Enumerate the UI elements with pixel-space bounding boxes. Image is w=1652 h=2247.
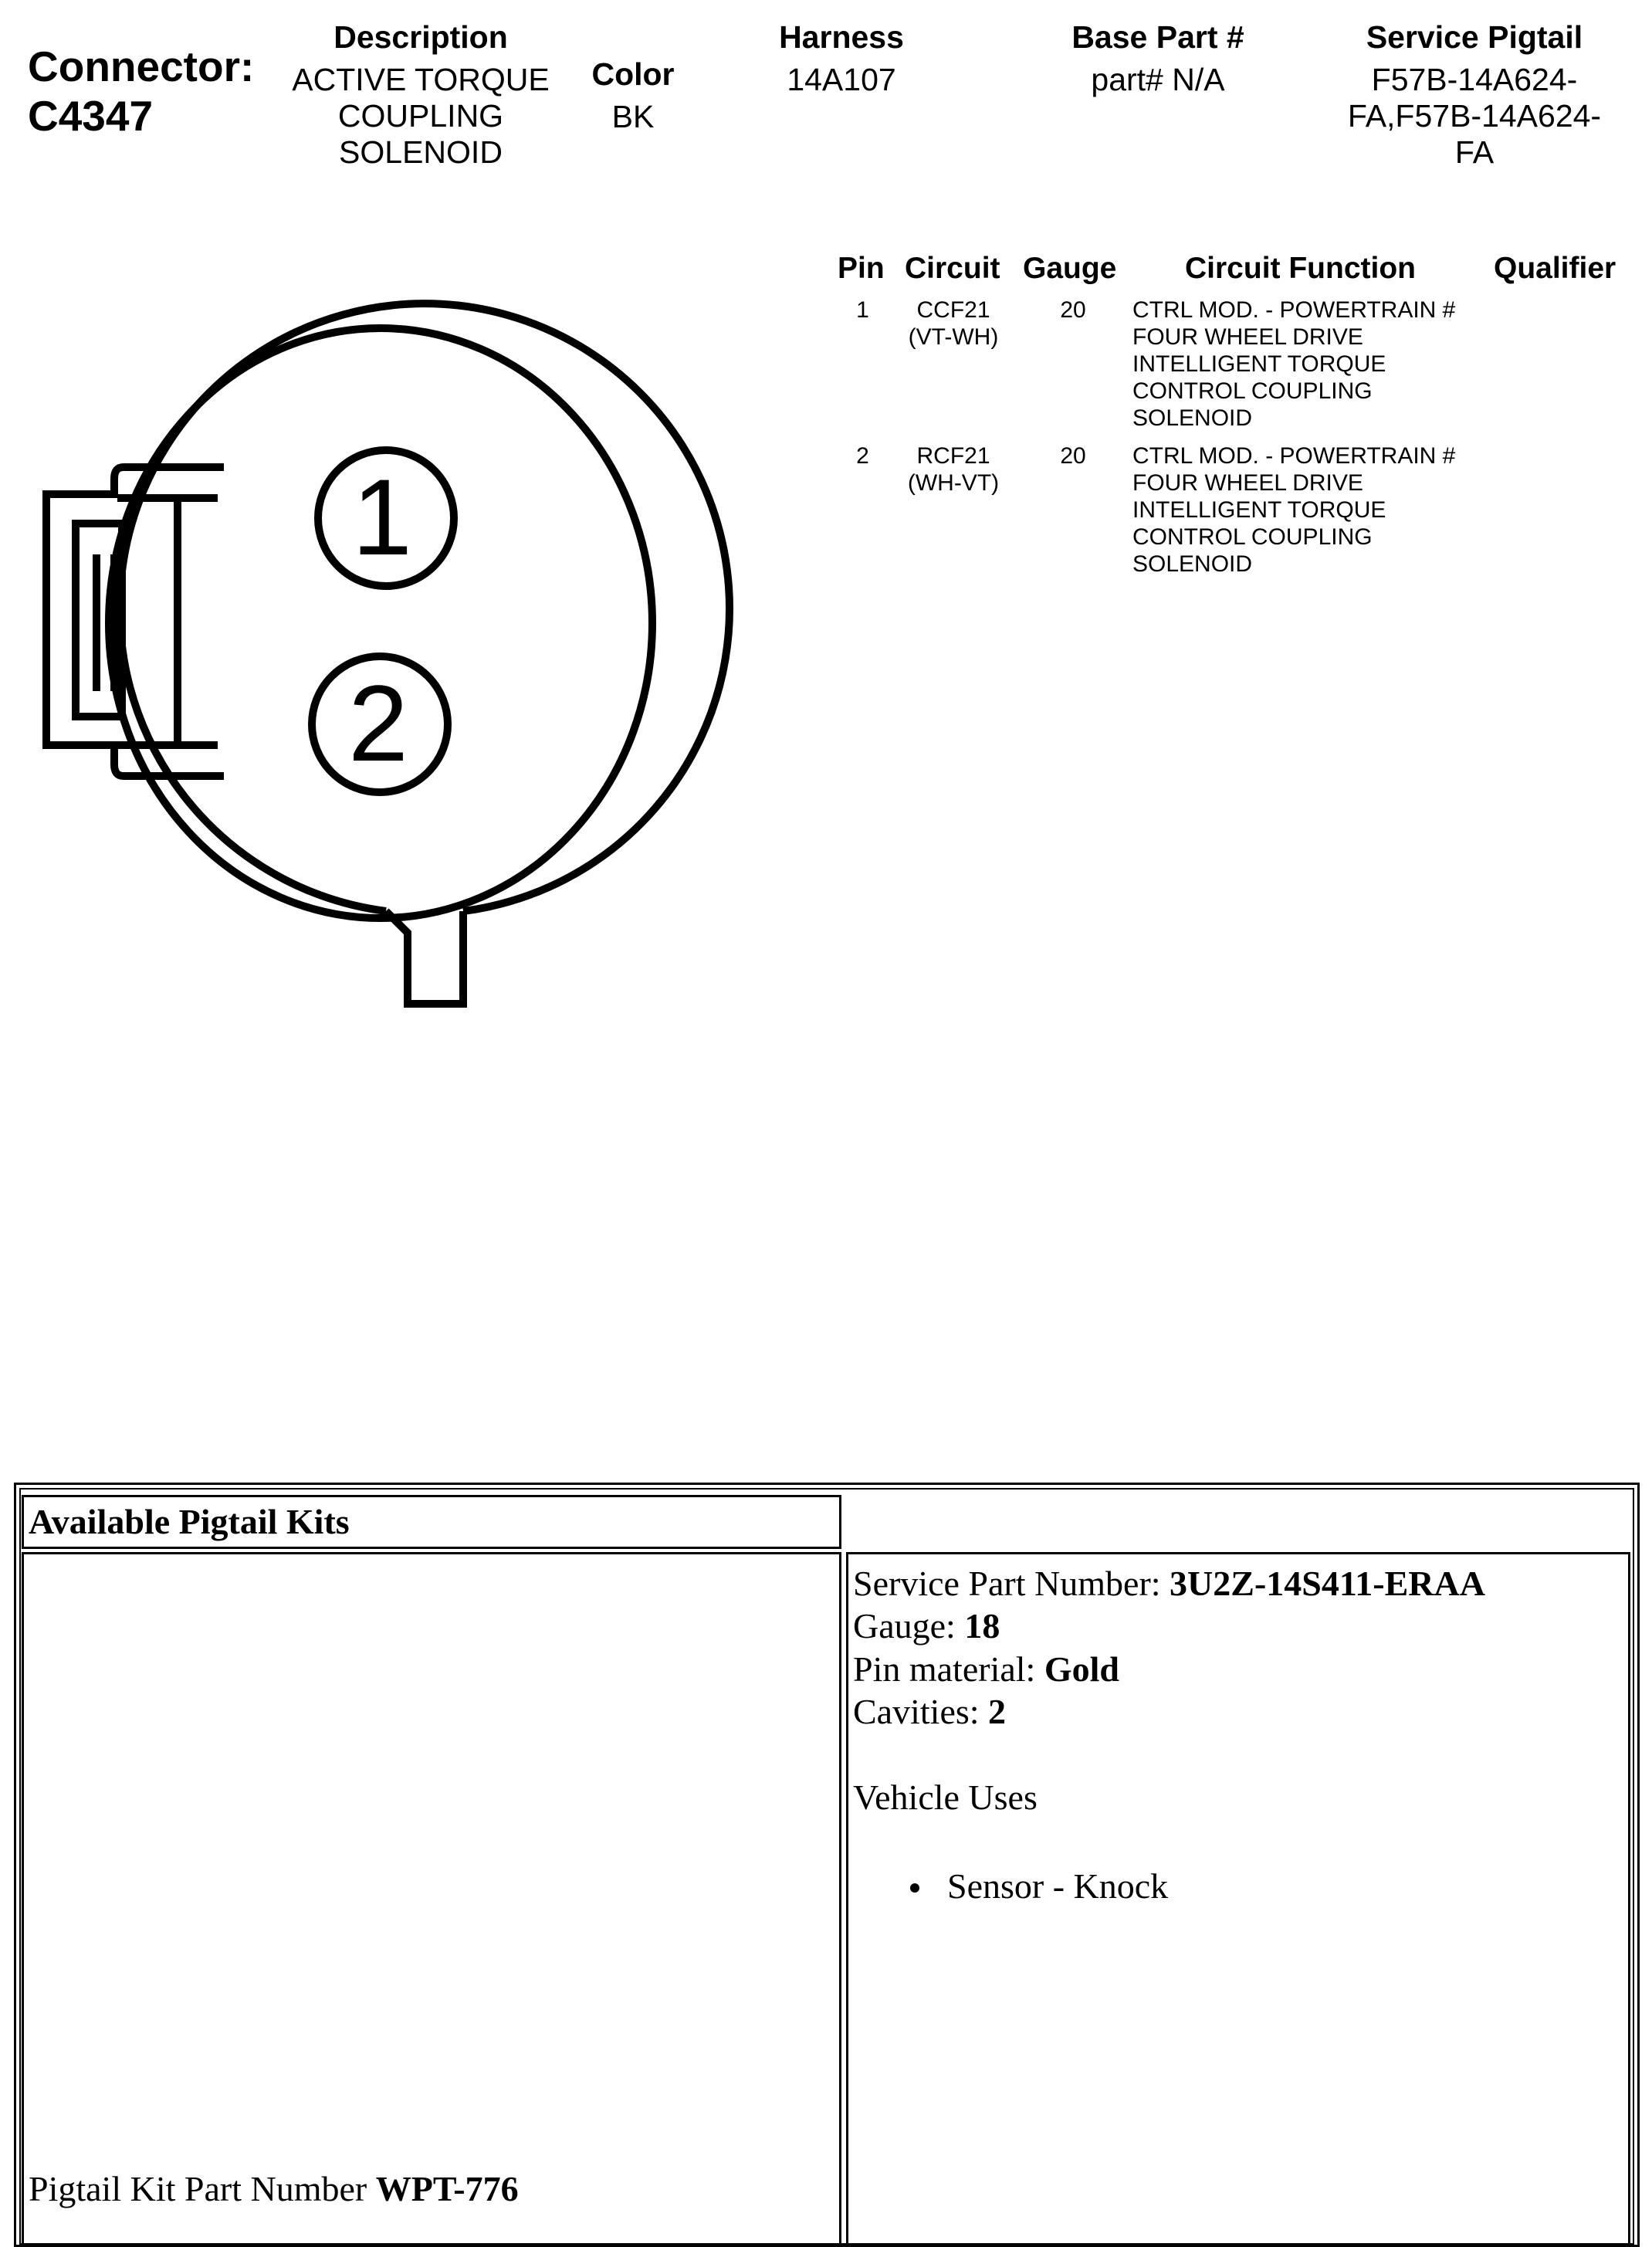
- service-pigtail-line: FA: [1454, 134, 1495, 170]
- base-part-column: [1011, 19, 1305, 98]
- circuit-function-header: Circuit Function: [1185, 252, 1416, 285]
- harness-label: Harness: [779, 19, 904, 55]
- function-line: INTELLIGENT TORQUE: [1132, 351, 1386, 377]
- locking-tab: [386, 911, 463, 1004]
- pin-label-1: 1: [352, 456, 412, 578]
- connector-face-diagram: [0, 0, 741, 1035]
- gauge-value: 20: [1060, 297, 1086, 323]
- pin-material-label: Pin material:: [853, 1649, 1044, 1689]
- description-label: Description: [333, 19, 508, 55]
- service-pigtail-line: FA,F57B-14A624-: [1347, 98, 1602, 134]
- function-line: FOUR WHEEL DRIVE: [1132, 470, 1363, 496]
- color-value: BK: [611, 99, 655, 134]
- pigtail-details-cell: [846, 1552, 1630, 2247]
- circuit-color: (VT-WH): [908, 324, 999, 350]
- function-line: CONTROL COUPLING: [1132, 378, 1373, 404]
- circuit-header: Circuit: [905, 252, 1000, 285]
- pin-number: 2: [856, 443, 869, 469]
- pin-material-value: Gold: [1044, 1649, 1119, 1689]
- service-pigtail-label: Service Pigtail: [1366, 19, 1583, 55]
- cavities-label: Cavities:: [853, 1692, 989, 1731]
- vehicle-use-item: [910, 1865, 1168, 1908]
- kit-gauge: [853, 1605, 1000, 1648]
- inner-ring: [109, 328, 652, 918]
- function-line: FOUR WHEEL DRIVE: [1132, 324, 1363, 350]
- base-part-value: part# N/A: [1091, 62, 1225, 97]
- circuit-function: [1132, 297, 1455, 432]
- description-line: SOLENOID: [339, 134, 503, 170]
- color-label: Color: [591, 56, 675, 92]
- circuit-id: RCF21: [916, 443, 990, 469]
- pigtail-kits-title: Available Pigtail Kits: [29, 1502, 350, 1541]
- circuit-name: [895, 297, 1011, 351]
- pin-number: 1: [856, 297, 869, 323]
- kit-part-value: WPT-776: [375, 2169, 519, 2208]
- pin-label-2: 2: [348, 663, 408, 784]
- gauge-value: 20: [1060, 443, 1086, 469]
- circuit-name: [895, 442, 1011, 497]
- kit-gauge-label: Gauge:: [853, 1606, 965, 1645]
- function-line: SOLENOID: [1132, 405, 1253, 431]
- description-line: COUPLING: [337, 98, 504, 134]
- service-part-value: 3U2Z-14S411-ERAA: [1170, 1564, 1485, 1603]
- bullet-icon: [910, 1883, 919, 1893]
- pigtail-title-cell: [22, 1495, 841, 1549]
- cavities-value: 2: [988, 1692, 1007, 1731]
- service-pigtail-column: [1297, 19, 1652, 171]
- base-part-label: Base Part #: [1071, 19, 1244, 55]
- service-part-number: [853, 1562, 1485, 1605]
- circuit-id: CCF21: [916, 297, 990, 323]
- vehicle-uses-label: Vehicle Uses: [853, 1778, 1038, 1817]
- pigtail-image-cell: [22, 1552, 841, 2247]
- kit-part-number: [29, 2167, 519, 2211]
- function-line: CONTROL COUPLING: [1132, 524, 1373, 550]
- connector-housing: [46, 303, 730, 1004]
- connector-id: C4347: [28, 92, 154, 140]
- circuit-color: (WH-VT): [907, 470, 1000, 496]
- qualifier-header: Qualifier: [1494, 252, 1616, 285]
- service-part-label: Service Part Number:: [853, 1564, 1170, 1603]
- pin-material: [853, 1648, 1119, 1691]
- function-line: CTRL MOD. - POWERTRAIN #: [1132, 443, 1456, 469]
- cavities: [853, 1690, 1006, 1734]
- function-line: INTELLIGENT TORQUE: [1132, 497, 1386, 523]
- vehicle-use-text: Sensor - Knock: [947, 1866, 1169, 1906]
- function-line: CTRL MOD. - POWERTRAIN #: [1132, 297, 1456, 323]
- pin-header: Pin: [838, 252, 885, 285]
- description-line: ACTIVE TORQUE: [292, 62, 550, 97]
- connector-label: Connector:: [28, 42, 255, 90]
- gauge-header: Gauge: [1023, 252, 1117, 285]
- harness-value: 14A107: [787, 62, 896, 97]
- function-line: SOLENOID: [1132, 551, 1253, 577]
- kit-gauge-value: 18: [964, 1606, 1000, 1645]
- harness-column: [726, 19, 957, 98]
- service-pigtail-line: F57B-14A624-: [1371, 62, 1578, 97]
- circuit-function: [1132, 442, 1455, 578]
- kit-part-label: Pigtail Kit Part Number: [29, 2169, 376, 2208]
